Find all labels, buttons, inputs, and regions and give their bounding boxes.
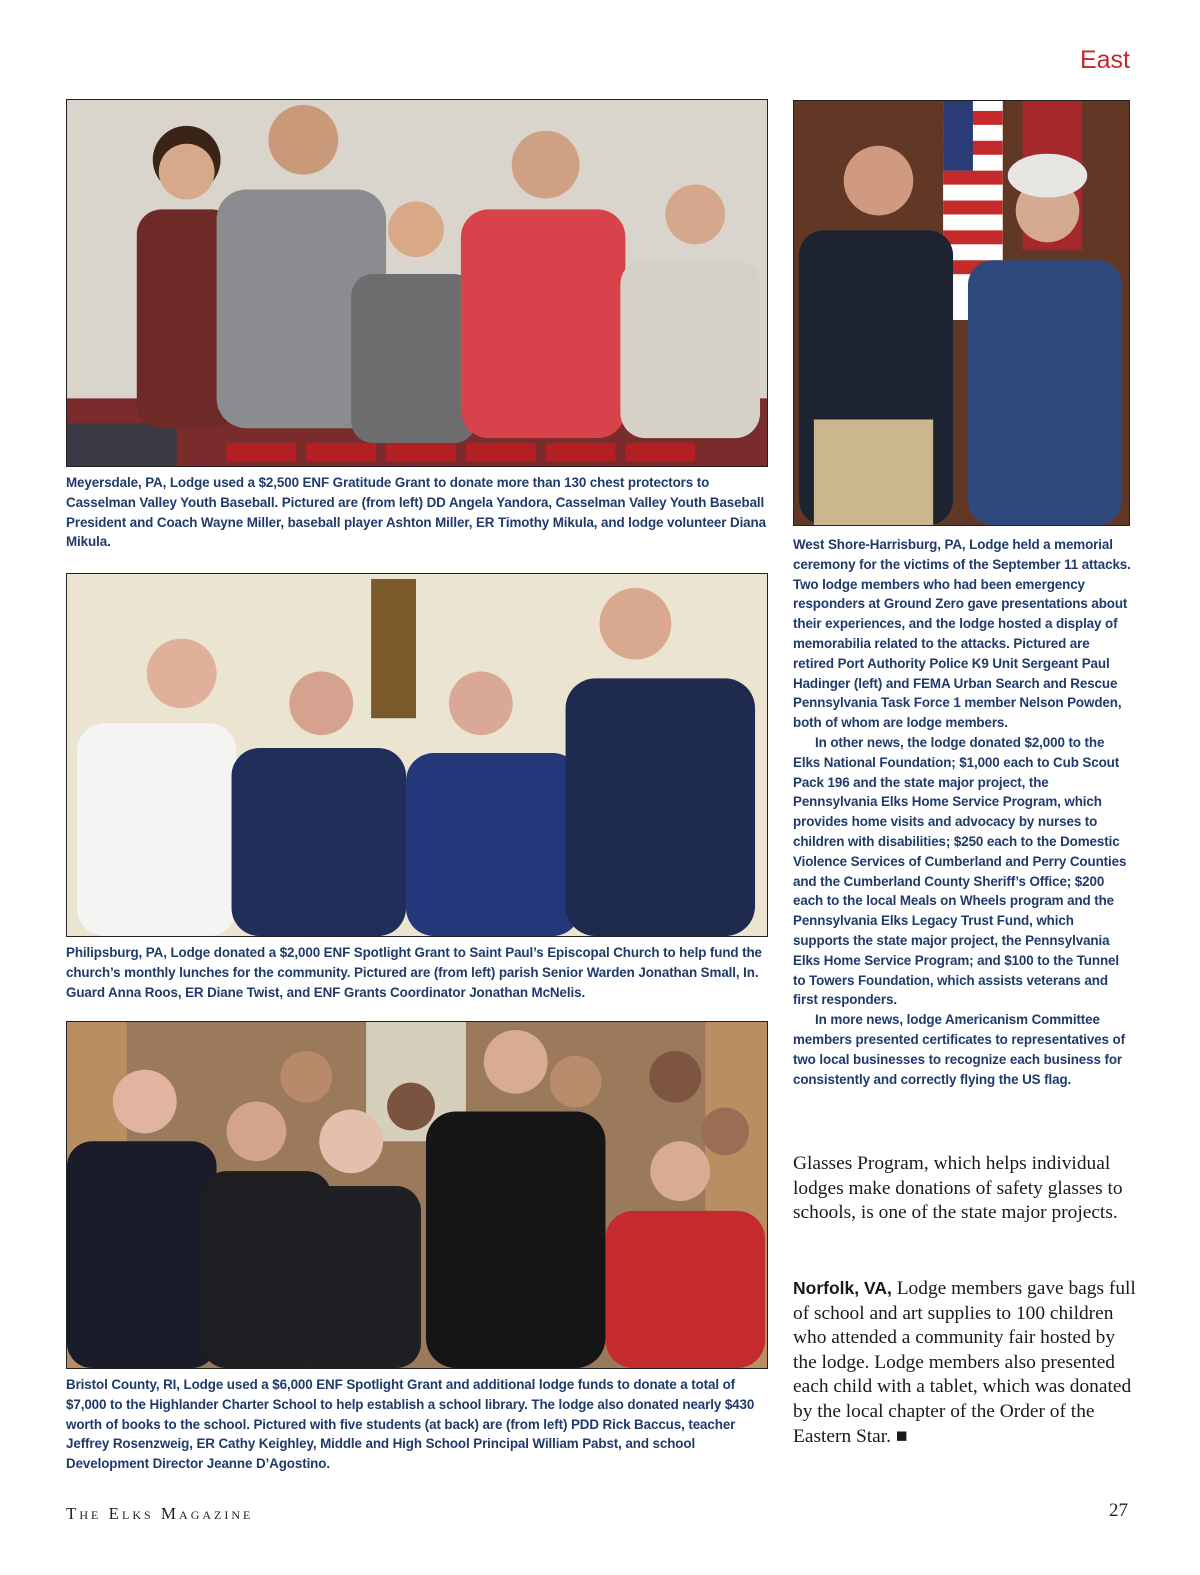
page-number: 27 (1109, 1500, 1128, 1521)
bristol-caption (66, 1375, 771, 1474)
caption-text: Lodge donated a $2,000 ENF Spotlight Grant to Saint Paul’s Episcopal Church to help fund the church’s monthly lunches for the community. Pictured are (from left) parish Senior Warden Jonathan Small, In. Guard Anna Roos, ER Diane Twist, and ENF Grants Coordinator Jonathan McNelis. (66, 945, 762, 1000)
west-shore-paragraph-1 (793, 535, 1131, 733)
glasses-text: Glasses Program, which helps individual lodges make donations of safety glasses to schools, is one of the state major projects. (793, 1153, 1123, 1224)
west-shore-paragraph-2: In other news, the lodge donated $2,000 to the Elks National Foundation; $1,000 each to Cub Scout Pack 196 and the state major project, the Pennsylvania Elks Home Service Program, which provides home visits and advocacy by nurses to children with disabilities; $250 each to the Domestic Violence Services of Cumberland and Perry Counties and the Cumberland County Sheriff’s Office; $200 each to the local Meals on Wheels program and the Pennsylvania Elks Legacy Trust Fund, which supports the state major project, the Pennsylvania Elks Home Service Program; and $100 to the Tunnel to Towers Foundation, which assists veterans and first responders. (793, 734, 1127, 1008)
caption-place: Meyersdale, PA, (66, 475, 167, 490)
west-shore-paragraph-3: In more news, lodge Americanism Committee members presented certificates to representatives of two local businesses to recognize each business for consistently and correctly flying the US flag. (793, 1012, 1125, 1087)
section-label: East (1079, 46, 1130, 74)
caption-place: Philipsburg, PA, (66, 945, 167, 960)
caption-text: Lodge used a $2,500 ENF Gratitude Grant to donate more than 130 chest protectors to Casselman Valley Youth Baseball. Pictured are (from left) DD Angela Yandora, Casselman Valley Youth Baseball President and Coach Wayne Miller, baseball player Ashton Miller, ER Timothy Mikula, and lodge volunteer Diana Mikula. (66, 475, 766, 550)
end-mark: ■ (891, 1425, 908, 1447)
west-shore-photo (793, 100, 1130, 526)
bristol-photo (66, 1021, 768, 1369)
norfolk-place: Norfolk, VA, (793, 1278, 892, 1298)
caption-text: Lodge held a memorial ceremony for the victims of the September 11 attacks. Two lodge members who had been emergency responders at Ground Zero gave presentations about their experiences, and the lodge hosted a display of memorabilia related to the attacks. Pictured are retired Port Authority Police K9 Unit Sergeant Paul Hadinger (left) and FEMA Urban Search and Rescue Pennsylvania Task Force 1 member Nelson Powden, both of whom are lodge members. (793, 537, 1131, 731)
west-shore-caption (793, 535, 1131, 1089)
caption-place: Bristol County, RI, (66, 1377, 180, 1392)
caption-place: West Shore-Harrisburg, PA, (793, 537, 966, 552)
glasses-paragraph (793, 1152, 1138, 1226)
norfolk-paragraph (793, 1276, 1138, 1449)
philipsburg-caption (66, 943, 771, 1002)
meyersdale-caption (66, 473, 771, 552)
magazine-name: The Elks Magazine (66, 1504, 254, 1523)
norfolk-text: Lodge members gave bags full of school and art supplies to 100 children who attended a community fair hosted by the lodge. Lodge members also presented each child with a tablet, which was donated by the local chapter of the Order of the Eastern Star. (793, 1278, 1136, 1447)
meyersdale-photo (66, 99, 768, 467)
caption-text: Lodge used a $6,000 ENF Spotlight Grant and additional lodge funds to donate a total of $7,000 to the Highlander Charter School to help establish a school library. The lodge also donated nearly $430 worth of books to the school. Pictured with five students (at back) are (from left) PDD Rick Baccus, teacher Jeffrey Rosenzweig, ER Cathy Keighley, Middle and High School Principal William Pabst, and school Development Director Jeanne D’Agostino. (66, 1377, 755, 1472)
philipsburg-photo (66, 573, 768, 937)
